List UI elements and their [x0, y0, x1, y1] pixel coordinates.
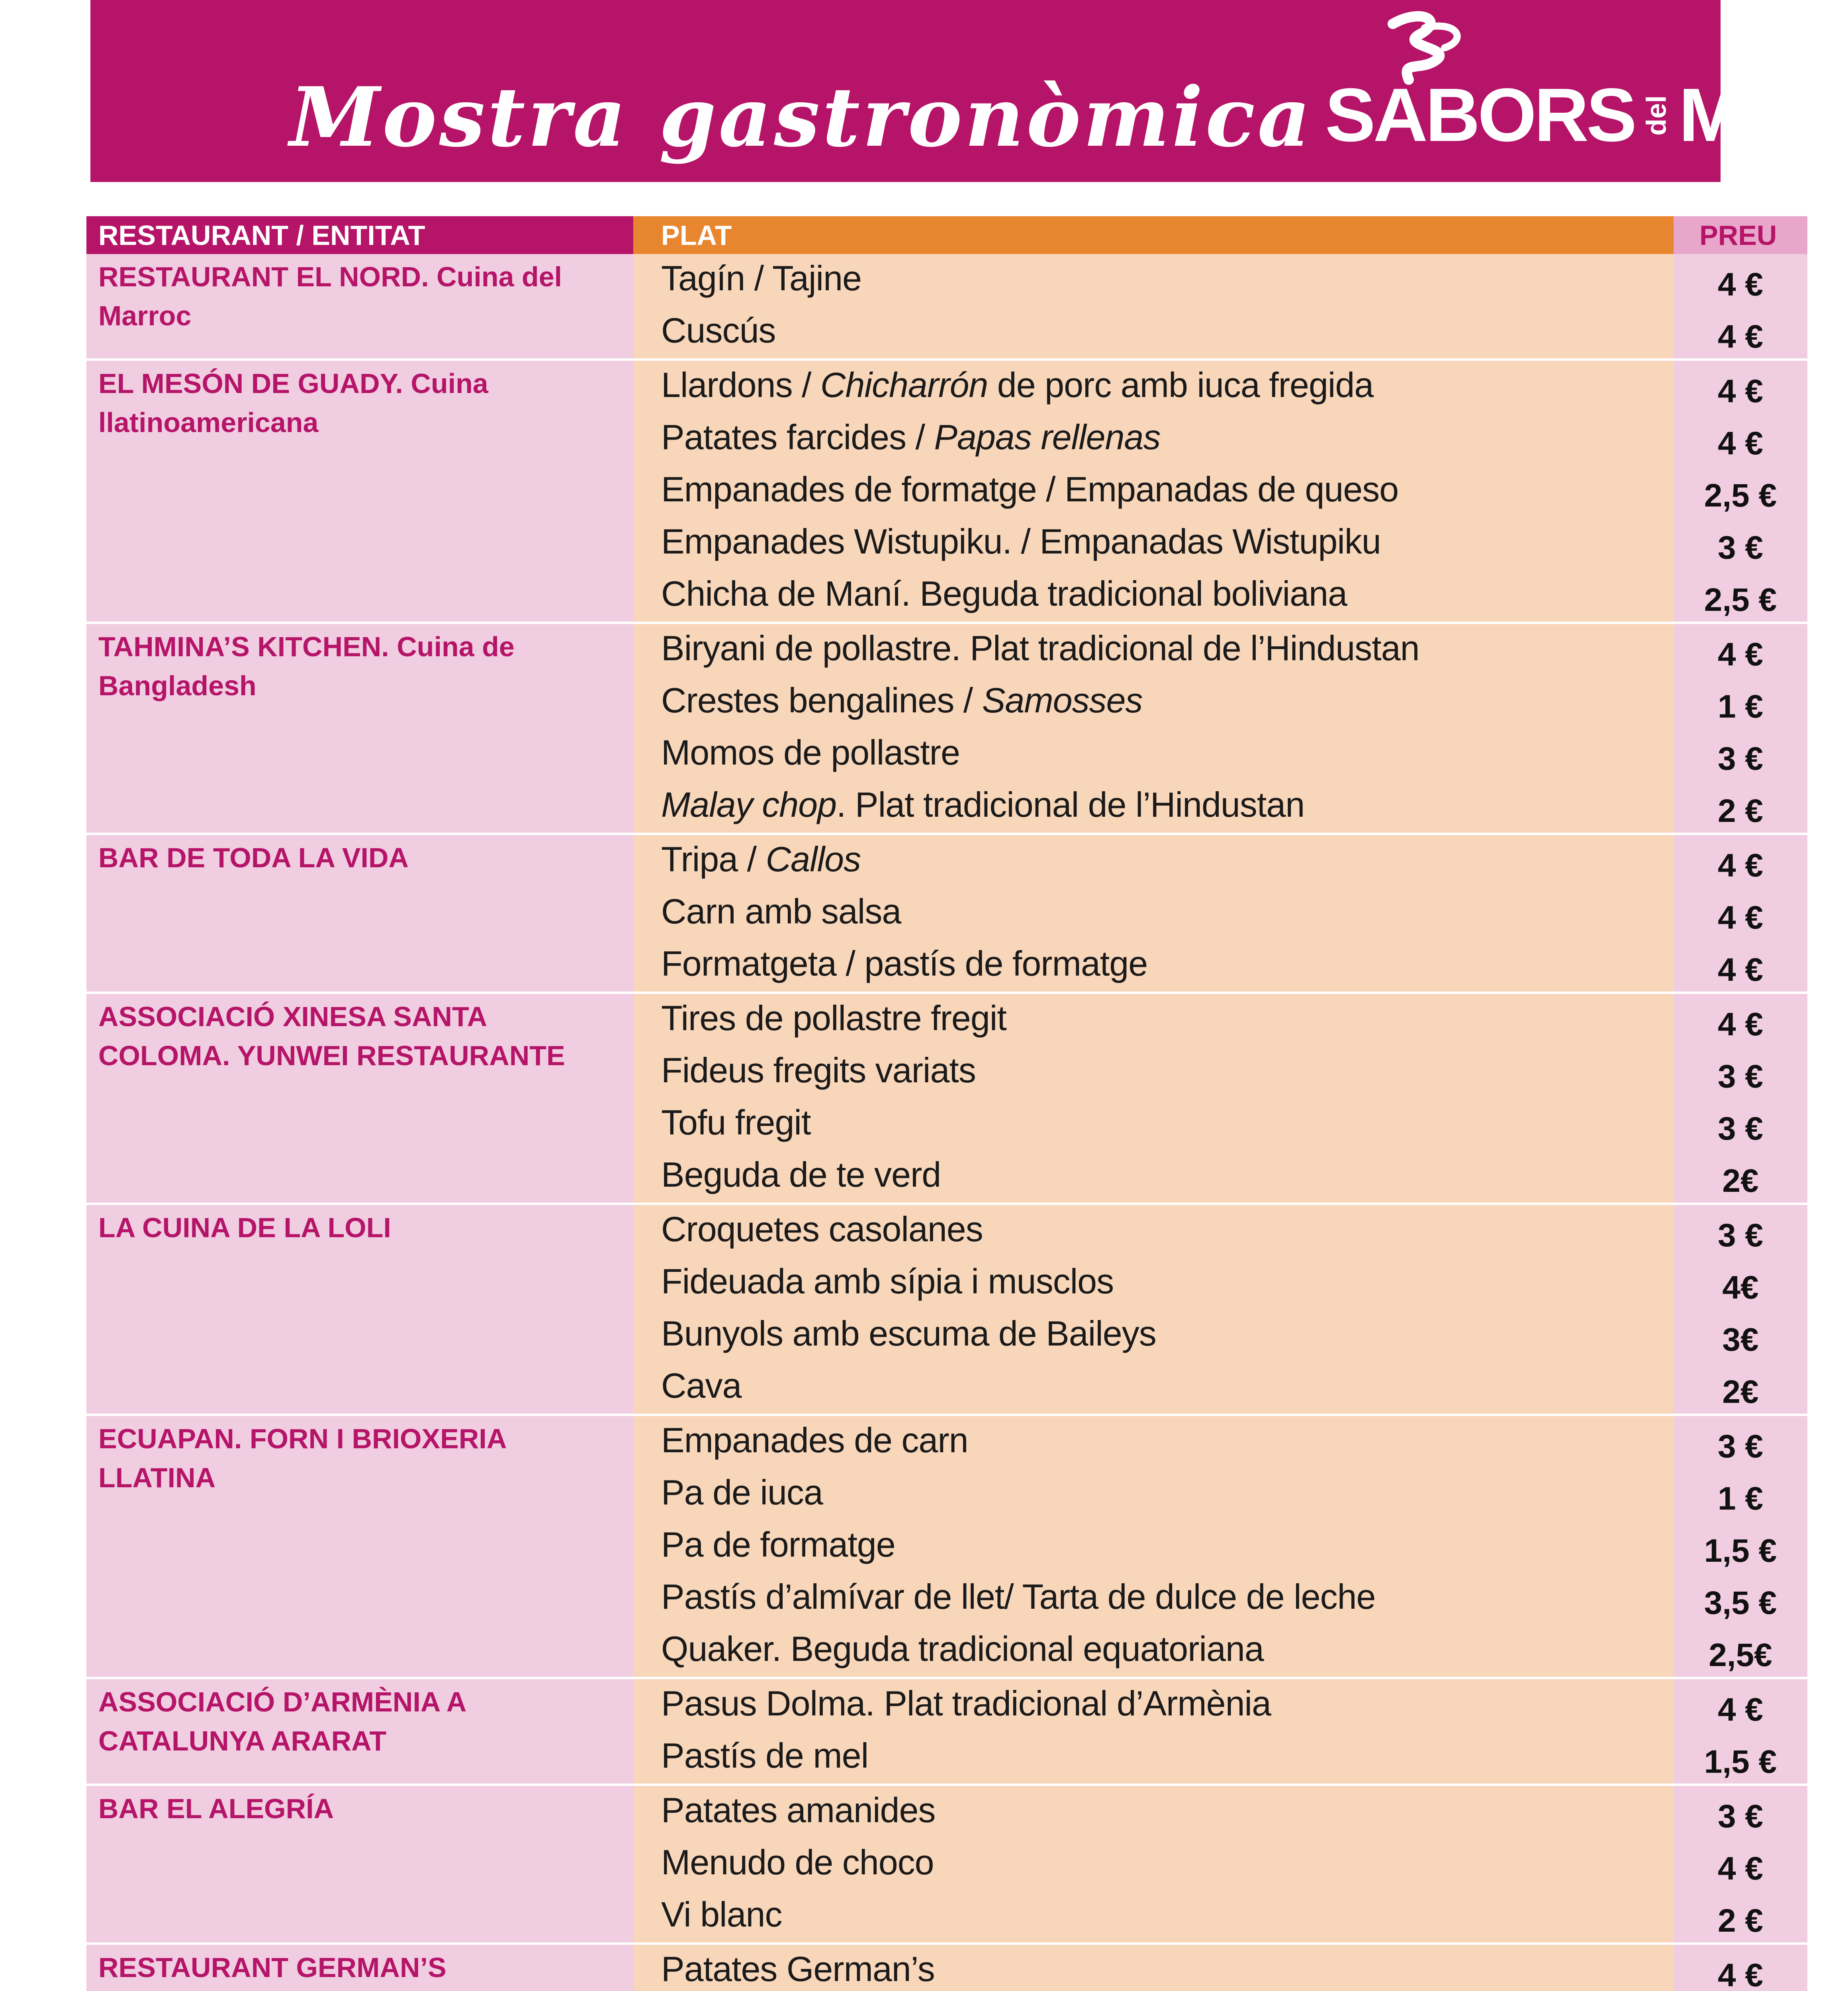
- column-header-dish: PLAT: [661, 220, 732, 251]
- dish-name-part: Crestes bengalines /: [661, 681, 982, 720]
- restaurant-groups: [86, 254, 1777, 1991]
- header-banner: [90, 0, 1848, 182]
- dish-name: Carn amb salsa: [661, 892, 901, 931]
- dish-name: [661, 365, 1373, 405]
- dish-name: Patates amanides: [661, 1790, 936, 1830]
- dish-name-italic: Malay chop: [661, 785, 837, 824]
- dish-name: Tires de pollastre fregit: [661, 998, 1006, 1038]
- dish-row: [633, 676, 1763, 728]
- dish-name: Formatgeta / pastís de formatge: [661, 944, 1148, 983]
- dish-row: [633, 1731, 1777, 1784]
- dish-row: [633, 1572, 1777, 1625]
- dish-name: Vi blanc: [661, 1895, 782, 1934]
- dish-price: 4 €: [1718, 636, 1763, 673]
- dish-name: Fideus fregits variats: [661, 1050, 976, 1090]
- restaurant-group: [86, 994, 1763, 1205]
- dish-price: 3 €: [1718, 1428, 1763, 1465]
- dish-name-part: Tripa /: [661, 839, 766, 879]
- restaurant-group: [86, 1205, 1763, 1416]
- restaurant-group: [86, 835, 1763, 994]
- dish-row: [633, 887, 1763, 939]
- dish-row: [633, 1205, 1763, 1257]
- dish-name: Fideuada amb sípia i musclos: [661, 1261, 1114, 1301]
- dish-name-part: . Plat tradicional de l’Hindustan: [836, 785, 1305, 824]
- dish-row: [633, 1309, 1759, 1361]
- dish-price: 4 €: [1718, 1850, 1763, 1887]
- dish-row: [633, 1679, 1763, 1731]
- dish-name: Momos de pollastre: [661, 733, 960, 772]
- restaurant-group: [86, 1945, 1763, 1991]
- restaurant-group: [86, 624, 1763, 835]
- dish-row: [633, 780, 1763, 833]
- dish-price: 2€: [1722, 1374, 1759, 1410]
- restaurant-name: ASSOCIACIÓ D’ARMÈNIA A CATALUNYA ARARAT: [98, 1686, 466, 1756]
- dish-price: 1,5 €: [1704, 1533, 1777, 1569]
- restaurant-name: LA CUINA DE LA LOLI: [98, 1212, 391, 1243]
- dish-price: 4 €: [1718, 1006, 1763, 1042]
- dish-row: [633, 1838, 1763, 1890]
- restaurant-name: ASSOCIACIÓ XINESA SANTA COLOMA. YUNWEI RESTAURANTE: [98, 1001, 565, 1071]
- restaurant-name: BAR DE TODA LA VIDA: [98, 842, 409, 873]
- dish-name: Cuscús: [661, 311, 776, 350]
- dish-name: Empanades de formatge / Empanadas de queso: [661, 469, 1399, 509]
- dish-price: 4 €: [1718, 373, 1763, 409]
- dish-price: 1 €: [1718, 1481, 1763, 1517]
- restaurant-name: BAR EL ALEGRÍA: [98, 1793, 334, 1824]
- dish-row: [633, 1361, 1759, 1414]
- dish-price: 3 €: [1718, 1798, 1763, 1835]
- dish-price: 4€: [1722, 1269, 1759, 1306]
- dish-price: 4 €: [1718, 1692, 1763, 1728]
- dish-price: 1 €: [1718, 688, 1763, 725]
- dish-name: Pa de formatge: [661, 1525, 895, 1564]
- dish-price: 2,5 €: [1704, 477, 1777, 514]
- dish-price: 2€: [1722, 1163, 1759, 1199]
- logo-mon: MÓN: [1679, 73, 1848, 157]
- dish-name: [661, 839, 861, 880]
- dish-row: [633, 1416, 1763, 1468]
- dish-price: 2 €: [1718, 1903, 1763, 1939]
- dish-price: 3 €: [1718, 1111, 1763, 1147]
- dish-price: 3,5 €: [1704, 1585, 1777, 1621]
- column-header-restaurant: RESTAURANT / ENTITAT: [98, 220, 425, 251]
- dish-name: Menudo de choco: [661, 1842, 934, 1882]
- dish-price: 3 €: [1718, 1058, 1763, 1095]
- restaurant-name: TAHMINA’S KITCHEN. Cuina de Bangladesh: [98, 631, 515, 701]
- dish-price: 3 €: [1718, 741, 1763, 777]
- dish-row: [633, 1098, 1763, 1150]
- dish-price: 4 €: [1718, 319, 1763, 355]
- dish-price: 2 €: [1718, 793, 1763, 829]
- restaurant-group: [86, 1679, 1777, 1786]
- restaurant-name: ECUAPAN. FORN I BRIOXERIA LLATINA: [98, 1423, 506, 1493]
- dish-price: 4 €: [1718, 847, 1763, 884]
- dish-name: Pa de iuca: [661, 1473, 823, 1512]
- dish-row: [633, 413, 1763, 465]
- dish-name: Pastís d’almívar de llet/ Tarta de dulce de leche: [661, 1577, 1376, 1616]
- dish-row: [633, 1046, 1763, 1098]
- column-header-price: PREU: [1699, 220, 1777, 251]
- restaurant-name: RESTAURANT EL NORD. Cuina del Marroc: [98, 261, 562, 331]
- dish-name: Pasus Dolma. Plat tradicional d’Armènia: [661, 1684, 1271, 1723]
- restaurant-group: [86, 254, 1763, 361]
- dish-row: [633, 569, 1777, 622]
- restaurant-name: EL MESÓN DE GUADY. Cuina llatinoamericana: [98, 368, 488, 438]
- logo-sabors: SABORS: [1325, 73, 1635, 157]
- dish-row: [633, 1257, 1759, 1309]
- logo-del: del: [1640, 95, 1672, 136]
- restaurant-group: [86, 1416, 1777, 1679]
- dish-name: Empanades Wistupiku. / Empanadas Wistupiku: [661, 522, 1381, 561]
- sabors-del-mon-logo: [1225, 12, 1848, 171]
- dish-name: Biryani de pollastre. Plat tradicional de l’Hindustan: [661, 628, 1419, 668]
- dish-name-part: Patates farcides /: [661, 417, 934, 457]
- dish-row: [633, 728, 1763, 780]
- dish-row: [633, 1890, 1763, 1942]
- dish-row: [633, 624, 1763, 676]
- dish-price: 4 €: [1718, 425, 1763, 462]
- dish-name: Croquetes casolanes: [661, 1209, 983, 1249]
- dish-row: [633, 1468, 1763, 1520]
- dish-price: 1,5 €: [1704, 1744, 1777, 1780]
- dish-row: [633, 1150, 1759, 1203]
- dish-row: [633, 306, 1763, 358]
- dish-price: 2,5 €: [1704, 582, 1777, 618]
- dish-price: 4 €: [1718, 1957, 1763, 1991]
- dish-name: Pastís de mel: [661, 1736, 869, 1775]
- dish-name: Quaker. Beguda tradicional equatoriana: [661, 1629, 1264, 1668]
- dish-price: 4 €: [1718, 900, 1763, 936]
- dish-name: Bunyols amb escuma de Baileys: [661, 1314, 1156, 1353]
- dish-name: [661, 417, 1160, 458]
- dish-price: 3€: [1722, 1322, 1759, 1358]
- dish-name-italic: Chicharrón: [820, 365, 988, 405]
- dish-row: [633, 1945, 1763, 1991]
- dish-row: [633, 465, 1777, 517]
- dish-price: 3 €: [1718, 1217, 1763, 1254]
- dish-name: [661, 680, 1143, 721]
- dish-price: 3 €: [1718, 530, 1763, 566]
- menu-table: [86, 216, 1777, 1991]
- restaurant-name: RESTAURANT GERMAN’S: [98, 1952, 446, 1983]
- dish-name: Cava: [661, 1366, 742, 1405]
- dish-row: [633, 994, 1763, 1046]
- dish-row: [633, 361, 1763, 413]
- dish-name: [661, 784, 1304, 825]
- dish-name: Tagín / Tajine: [661, 258, 861, 298]
- dish-name-italic: Papas rellenas: [934, 417, 1161, 457]
- dish-row: [633, 1786, 1763, 1838]
- dish-row: [633, 939, 1763, 992]
- dish-price: 2,5€: [1709, 1637, 1772, 1673]
- dish-row: [633, 1520, 1777, 1572]
- dish-name-part: de porc amb iuca fregida: [988, 365, 1374, 405]
- dish-name: Chicha de Maní. Beguda tradicional boliviana: [661, 574, 1347, 613]
- dish-name: Empanades de carn: [661, 1420, 968, 1460]
- dish-row: [633, 517, 1763, 569]
- dish-name: Beguda de te verd: [661, 1155, 941, 1194]
- dish-price: 4 €: [1718, 266, 1763, 303]
- dish-row: [633, 1625, 1772, 1677]
- dish-name: Patates German’s: [661, 1949, 935, 1989]
- page-title: Mostra gastronòmica: [290, 70, 1313, 165]
- dish-row: [633, 254, 1763, 306]
- dish-price: 4 €: [1718, 952, 1763, 988]
- dish-name-italic: Samosses: [982, 681, 1143, 720]
- dish-name-part: Llardons /: [661, 365, 820, 405]
- restaurant-group: [86, 361, 1777, 624]
- restaurant-group: [86, 1786, 1763, 1945]
- dish-name-italic: Callos: [765, 839, 861, 879]
- dish-name: Tofu fregit: [661, 1103, 811, 1142]
- table-header: [86, 216, 1777, 254]
- dish-row: [633, 835, 1763, 887]
